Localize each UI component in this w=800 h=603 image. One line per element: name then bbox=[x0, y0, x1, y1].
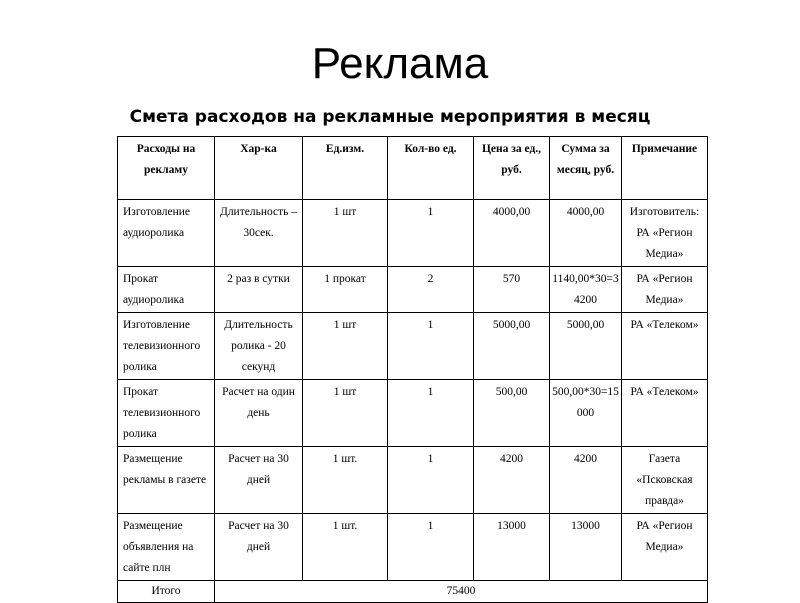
cell-characteristic: Расчет на 30 дней bbox=[215, 447, 303, 514]
cell-unit: 1 шт. bbox=[303, 514, 388, 581]
cell-quantity: 1 bbox=[388, 200, 474, 267]
cell-expense: Размещение объявления на сайте плн bbox=[118, 514, 215, 581]
table-header-row bbox=[118, 137, 708, 200]
cell-expense: Размещение рекламы в газете bbox=[118, 447, 215, 514]
cell-price: 13000 bbox=[474, 514, 550, 581]
cell-quantity: 2 bbox=[388, 267, 474, 313]
header-monthly-sum: Сумма за месяц, руб. bbox=[550, 137, 622, 200]
cell-price: 4000,00 bbox=[474, 200, 550, 267]
total-label: Итого bbox=[118, 581, 215, 603]
cell-unit: 1 шт bbox=[303, 380, 388, 447]
table-row bbox=[118, 447, 708, 514]
cell-quantity: 1 bbox=[388, 380, 474, 447]
cell-characteristic: 2 раз в сутки bbox=[215, 267, 303, 313]
header-characteristic: Хар-ка bbox=[215, 137, 303, 200]
table-row bbox=[118, 514, 708, 581]
cell-characteristic: Расчет на один день bbox=[215, 380, 303, 447]
cell-monthly-sum: 4200 bbox=[550, 447, 622, 514]
cell-characteristic: Длительность ролика - 20 секунд bbox=[215, 313, 303, 380]
table-row bbox=[118, 200, 708, 267]
cell-price: 5000,00 bbox=[474, 313, 550, 380]
cell-expense: Изготовление телевизионного ролика bbox=[118, 313, 215, 380]
cell-unit: 1 шт bbox=[303, 313, 388, 380]
cell-note: РА «Регион Медиа» bbox=[622, 514, 708, 581]
table-row bbox=[118, 313, 708, 380]
cell-note: РА «Регион Медиа» bbox=[622, 267, 708, 313]
cell-monthly-sum: 13000 bbox=[550, 514, 622, 581]
cell-expense: Изготовление аудиоролика bbox=[118, 200, 215, 267]
cell-price: 4200 bbox=[474, 447, 550, 514]
table-total-row bbox=[118, 581, 708, 603]
cell-quantity: 1 bbox=[388, 447, 474, 514]
cell-quantity: 1 bbox=[388, 514, 474, 581]
cell-note: РА «Телеком» bbox=[622, 313, 708, 380]
cell-monthly-sum: 5000,00 bbox=[550, 313, 622, 380]
cell-monthly-sum: 500,00*30=15000 bbox=[550, 380, 622, 447]
cell-characteristic: Длительность – 30сек. bbox=[215, 200, 303, 267]
cell-note: РА «Телеком» bbox=[622, 380, 708, 447]
cell-unit: 1 шт. bbox=[303, 447, 388, 514]
header-unit: Ед.изм. bbox=[303, 137, 388, 200]
cell-expense: Прокат телевизионного ролика bbox=[118, 380, 215, 447]
cell-quantity: 1 bbox=[388, 313, 474, 380]
cell-monthly-sum: 1140,00*30=34200 bbox=[550, 267, 622, 313]
slide-subtitle: Смета расходов на рекламные мероприятия в месяц bbox=[129, 107, 651, 127]
cell-note: Газета «Псковская правда» bbox=[622, 447, 708, 514]
cell-monthly-sum: 4000,00 bbox=[550, 200, 622, 267]
table-row bbox=[118, 267, 708, 313]
slide-title: Реклама bbox=[311, 39, 489, 88]
table-row bbox=[118, 380, 708, 447]
cell-unit: 1 шт bbox=[303, 200, 388, 267]
header-quantity: Кол-во ед. bbox=[388, 137, 474, 200]
cell-unit: 1 прокат bbox=[303, 267, 388, 313]
total-value: 75400 bbox=[215, 581, 708, 603]
cell-note: Изготовитель: РА «Регион Медиа» bbox=[622, 200, 708, 267]
header-price: Цена за ед., руб. bbox=[474, 137, 550, 200]
expense-estimate-table bbox=[117, 136, 708, 603]
header-expense: Расходы на рекламу bbox=[118, 137, 215, 200]
cell-price: 500,00 bbox=[474, 380, 550, 447]
cell-characteristic: Расчет на 30 дней bbox=[215, 514, 303, 581]
cell-price: 570 bbox=[474, 267, 550, 313]
header-note: Примечание bbox=[622, 137, 708, 200]
cell-expense: Прокат аудиоролика bbox=[118, 267, 215, 313]
